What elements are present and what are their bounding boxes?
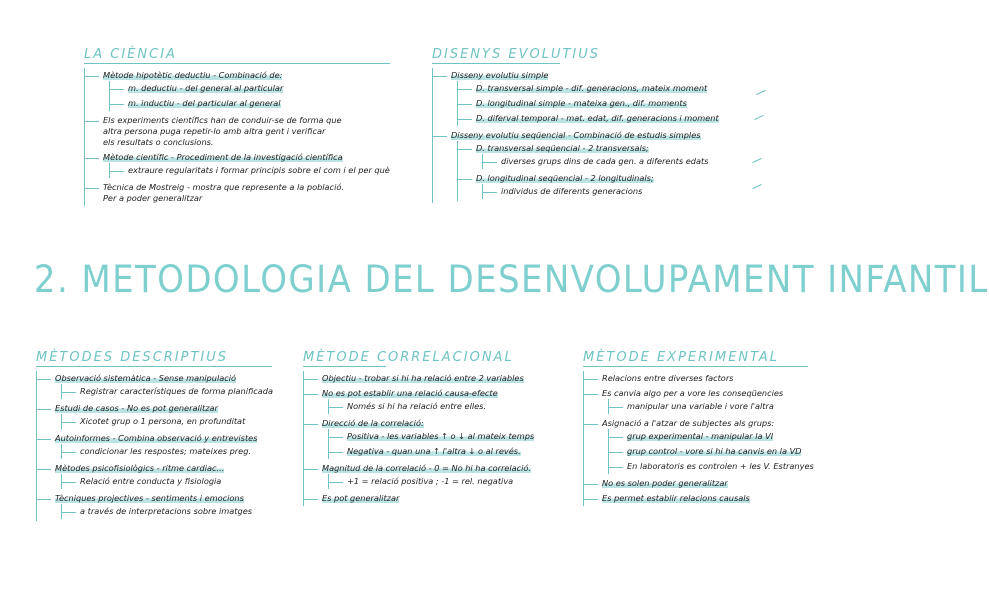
descriptius-tree [36,371,298,521]
section-experimental [583,350,833,506]
margin-tick [752,158,761,163]
list-item: No es pot establir una relació causa-efecte Només si hi ha relació entre elles. [314,386,578,416]
list-item: m. inductiu - del particular al general [120,96,424,111]
list-item: Disseny evolutiu seqüencial - Combinació de estudis simples D. transversal seqüencial - 2 transversals; diverses grups dins de cada gen. a diferents edats D. longitudinal seqüencial - 2 longitudinals; individus de diferents generacions [443,128,752,203]
section-title-disenys: DISENYS EVOLUTIUS [432,47,600,62]
list-item: D. diferval temporal - mat. edat, dif. generacions i moment [468,111,752,126]
ciencia-tree [84,68,424,206]
section-descriptius [36,350,298,521]
list-item: Objectiu - trobar si hi ha relació entre 2 variables [314,371,578,386]
list-item: Es permet establir relacions causals [594,491,833,506]
section-title-correlacional: MÈTODE CORRELACIONAL [303,350,514,365]
page-title: 2. METODOLOGIA DEL DESENVOLUPAMENT INFANTIL [33,258,989,301]
list-item: Autoinformes - Combina observació y entrevistes condicionar les respostes; mateixes preg. [47,431,298,461]
list-item: grup experimental - manipular la VI [619,429,833,444]
list-item: Mètode hipotètic deductiu - Combinació de: m. deductiu - del general al particular m. inductiu - del particular al general [95,68,424,113]
list-item: a través de interpretacions sobre imatges [72,504,298,519]
list-item: Magnitud de la correlació - 0 = No hi ha correlació. +1 = relació positiva ; -1 = rel. negativa [314,461,578,491]
experimental-tree [583,371,833,506]
list-item: Estudi de casos - No es pot generalitzar Xicotet grup o 1 persona, en profunditat [47,401,298,431]
list-item: Relacions entre diverses factors [594,371,833,386]
list-item: manipular una variable i vore l'altra [619,399,833,414]
list-item: No es solen poder generalitzar [594,476,833,491]
correlacional-tree [303,371,578,506]
list-item: Es canvia algo per a vore les conseqüencies manipular una variable i vore l'altra [594,386,833,416]
margin-tick [752,184,761,189]
list-item: Es pot generalitzar [314,491,578,506]
list-item: Observació sistemàtica - Sense manipulació Registrar característiques de forma planificada [47,371,298,401]
list-item: D. transversal seqüencial - 2 transversals; diverses grups dins de cada gen. a diferents edats [468,141,752,171]
list-item: Els experiments científics han de conduir-se de forma que altra persona puga repetir-lo amb altra gent i verificar els resultats o conclusions. [95,113,424,150]
list-item: Positiva - les variables ↑ o ↓ al mateix temps [339,429,578,444]
list-item: Registrar característiques de forma planificada [72,384,298,399]
list-item: Relació entre conducta y fisiologia [72,474,298,489]
section-disenys [432,47,752,203]
list-item: individus de diferents generacions [493,184,752,199]
list-item: D. longitudinal seqüencial - 2 longitudinals; individus de diferents generacions [468,171,752,201]
section-ciencia [84,47,424,206]
section-title-ciencia: LA CIÈNCIA [84,47,424,64]
list-item: En laboratoris es controlen + les V. Estranyes [619,459,833,474]
list-item: Negativa - quan una ↑ l'altra ↓ o al revés. [339,444,578,459]
list-item: condicionar les respostes; mateixes preg. [72,444,298,459]
list-item: Només si hi ha relació entre elles. [339,399,578,414]
list-item: Direcció de la correlació: Positiva - les variables ↑ o ↓ al mateix temps Negativa - quan una ↑ l'altra ↓ o al revés. [314,416,578,461]
list-item: +1 = relació positiva ; -1 = rel. negativa [339,474,578,489]
list-item: D. longitudinal simple - mateixa gen., dif. moments [468,96,752,111]
list-item: Mètode científic - Procediment de la investigació científica extraure regularitats i formar principis sobre el com i el per què [95,150,424,180]
margin-tick [756,90,765,95]
list-item: D. transversal simple - dif. generacions, mateix moment [468,81,752,96]
list-item: diverses grups dins de cada gen. a diferents edats [493,154,752,169]
section-title-descriptius: MÈTODES DESCRIPTIUS [36,350,298,367]
margin-tick [754,115,763,120]
list-item: Disseny evolutiu simple D. transversal simple - dif. generacions, mateix moment D. longitudinal simple - mateixa gen., dif. moments D. diferval temporal - mat. edat, dif. generacions i moment [443,68,752,128]
list-item: Asignació a l'atzar de subjectes als grups: grup experimental - manipular la VI grup control - vore si hi ha canvis en la VD En laboratoris es controlen + les V. Estranyes [594,416,833,476]
section-correlacional [303,350,578,506]
list-item: Xicotet grup o 1 persona, en profunditat [72,414,298,429]
list-item: m. deductiu - del general al particular [120,81,424,96]
disenys-tree [432,68,752,203]
list-item: Mètodes psicofisiològics - ritme cardiac... Relació entre conducta y fisiologia [47,461,298,491]
list-item: Tècniques projectives - sentiments i emocions a través de interpretacions sobre imatges [47,491,298,521]
list-item: Tècnica de Mostreig - mostra que represente a la població. Per a poder generalitzar [95,180,424,206]
list-item: grup control - vore si hi ha canvis en la VD [619,444,833,459]
section-title-experimental: MÈTODE EXPERIMENTAL [583,350,833,367]
list-item: extraure regularitats i formar principis sobre el com i el per què [120,163,424,178]
